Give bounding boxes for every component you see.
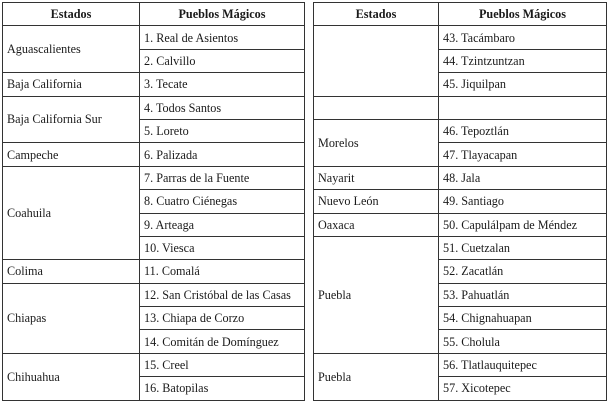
town-cell: 43. Tacámbaro — [439, 26, 607, 49]
left-table — [2, 2, 305, 401]
state-cell: Baja California Sur — [3, 96, 140, 143]
header-estados: Estados — [3, 3, 140, 26]
town-cell: 16. Batopilas — [140, 377, 305, 400]
state-cell: Aguascalientes — [3, 26, 140, 73]
table-row — [314, 236, 607, 259]
state-cell: Chiapas — [3, 283, 140, 353]
town-cell: 12. San Cristóbal de las Casas — [140, 283, 305, 306]
state-cell: Nayarit — [314, 166, 439, 189]
town-cell: 5. Loreto — [140, 119, 305, 142]
header-row — [3, 3, 305, 26]
right-table — [313, 2, 607, 401]
state-cell — [314, 26, 439, 96]
town-cell: 8. Cuatro Ciénegas — [140, 190, 305, 213]
town-cell: 44. Tzintzuntzan — [439, 49, 607, 72]
table-row — [314, 353, 607, 376]
table-row — [314, 190, 607, 213]
town-cell: 53. Pahuatlán — [439, 283, 607, 306]
table-row — [314, 26, 607, 49]
table-row — [3, 260, 305, 283]
town-cell: 47. Tlayacapan — [439, 143, 607, 166]
town-cell: 46. Tepoztlán — [439, 119, 607, 142]
town-cell: 2. Calvillo — [140, 49, 305, 72]
town-cell: 3. Tecate — [140, 73, 305, 96]
table-row — [3, 353, 305, 376]
town-cell: 11. Comalá — [140, 260, 305, 283]
town-cell: 50. Capulálpam de Méndez — [439, 213, 607, 236]
table-row — [3, 73, 305, 96]
town-cell: 10. Viesca — [140, 236, 305, 259]
state-cell: Puebla — [314, 353, 439, 400]
town-cell — [439, 96, 607, 119]
town-cell: 57. Xicotepec — [439, 377, 607, 400]
town-cell: 45. Jiquilpan — [439, 73, 607, 96]
header-pueblos: Pueblos Mágicos — [140, 3, 305, 26]
table-row — [3, 96, 305, 119]
state-cell: Campeche — [3, 143, 140, 166]
state-cell: Coahuila — [3, 166, 140, 260]
table-row — [3, 26, 305, 49]
table-row — [3, 166, 305, 189]
town-cell: 51. Cuetzalan — [439, 236, 607, 259]
town-cell: 48. Jala — [439, 166, 607, 189]
table-row — [314, 119, 607, 142]
town-cell: 6. Palizada — [140, 143, 305, 166]
state-cell: Puebla — [314, 236, 439, 353]
town-cell: 56. Tlatlauquitepec — [439, 353, 607, 376]
state-cell: Nuevo León — [314, 190, 439, 213]
state-cell: Chihuahua — [3, 353, 140, 400]
table-row — [314, 96, 607, 119]
town-cell: 7. Parras de la Fuente — [140, 166, 305, 189]
state-cell: Colima — [3, 260, 140, 283]
table-row — [3, 143, 305, 166]
town-cell: 54. Chignahuapan — [439, 307, 607, 330]
town-cell: 14. Comitán de Domínguez — [140, 330, 305, 353]
town-cell: 13. Chiapa de Corzo — [140, 307, 305, 330]
state-cell: Baja California — [3, 73, 140, 96]
town-cell: 4. Todos Santos — [140, 96, 305, 119]
header-estados: Estados — [314, 3, 439, 26]
state-cell — [314, 96, 439, 119]
town-cell: 9. Arteaga — [140, 213, 305, 236]
header-pueblos: Pueblos Mágicos — [439, 3, 607, 26]
table-row — [314, 213, 607, 236]
header-row — [314, 3, 607, 26]
town-cell: 1. Real de Asientos — [140, 26, 305, 49]
town-cell: 55. Cholula — [439, 330, 607, 353]
town-cell: 52. Zacatlán — [439, 260, 607, 283]
town-cell: 49. Santiago — [439, 190, 607, 213]
table-row — [3, 283, 305, 306]
town-cell: 15. Creel — [140, 353, 305, 376]
state-cell: Morelos — [314, 119, 439, 166]
state-cell: Oaxaca — [314, 213, 439, 236]
table-row — [314, 166, 607, 189]
